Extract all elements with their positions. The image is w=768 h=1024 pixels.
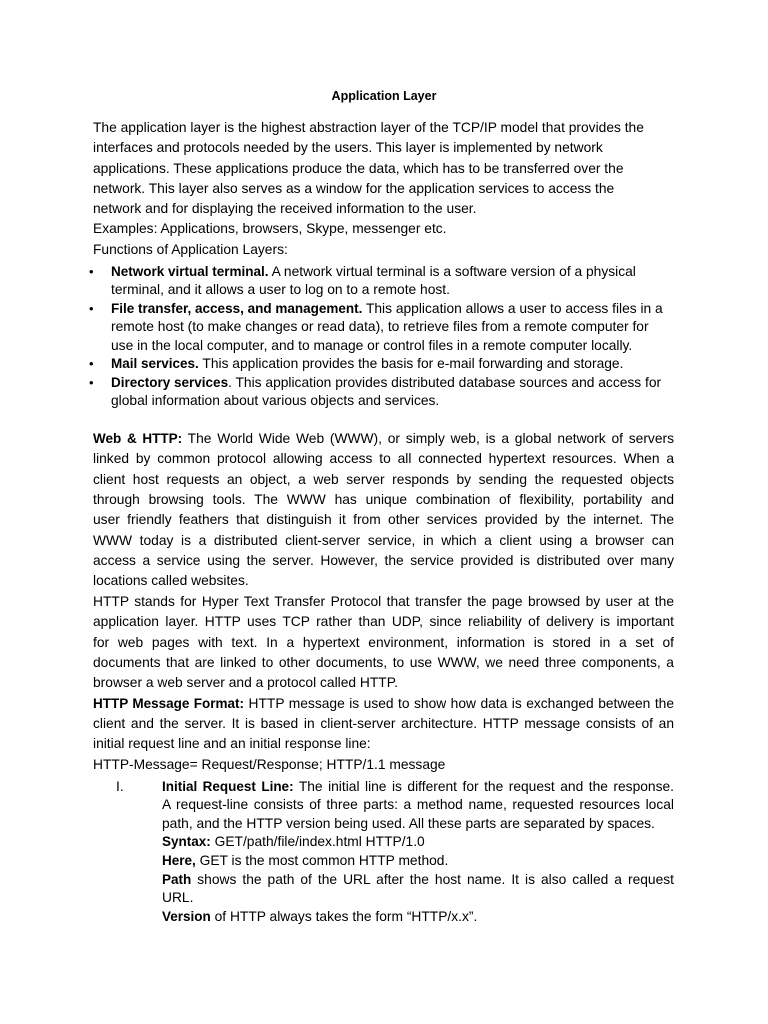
- roman-numeral: I.: [116, 778, 124, 794]
- paragraph-line: locations called websites.: [93, 573, 249, 589]
- version-lead: Version: [162, 908, 211, 924]
- request-line-item: [116, 778, 675, 927]
- paragraph-line: initial request line and an initial response line:: [93, 736, 371, 752]
- intro-line: applications. These applications produce the data, which has to be transferred over the: [93, 160, 624, 176]
- list-item-lead: Network virtual terminal.: [111, 263, 269, 279]
- list-item-line: global information about various objects and services.: [111, 393, 440, 409]
- list-item-text: . This application provides distributed database sources and access for: [228, 374, 662, 390]
- list-item-lead: Directory services: [111, 374, 229, 390]
- intro-line: interfaces and protocols needed by the users. This layer is implemented by network: [93, 140, 603, 156]
- version-line: [162, 908, 674, 927]
- list-item-text: This application provides the basis for e-mail forwarding and storage.: [198, 356, 624, 372]
- list-item-lead: Mail services.: [111, 356, 199, 372]
- syntax-line: [162, 833, 674, 852]
- list-item-mail-services: [111, 355, 691, 374]
- intro-line: network and for displaying the received information to the user.: [93, 201, 477, 217]
- examples-line: Examples: Applications, browsers, Skype, messenger etc.: [93, 221, 447, 237]
- paragraph-line: HTTP stands for Hyper Text Transfer Protocol that transfer the page browsed by user at the: [93, 593, 674, 609]
- list-item-line: [111, 300, 691, 319]
- functions-list: [111, 263, 691, 411]
- web-http-lead: Web & HTTP:: [93, 430, 183, 446]
- path-line: URL.: [162, 890, 194, 906]
- list-item-file-transfer: [111, 300, 691, 356]
- request-line-line: path, and the HTTP version being used. All these parts are separated by spaces.: [162, 815, 655, 831]
- web-http-paragraph: [93, 429, 674, 592]
- path-line: [162, 871, 674, 890]
- web-http-section: [93, 429, 674, 775]
- list-item-lead: File transfer, access, and management.: [111, 300, 363, 316]
- paragraph-line: user friendly feathers that distinguish it from other services provided by the internet. The: [93, 512, 674, 528]
- paragraph-text: The World Wide Web (WWW), or simply web, is a global network of servers: [182, 430, 674, 446]
- paragraph-line: through browsing tools. The WWW has unique combination of flexibility, portability and: [93, 491, 674, 507]
- intro-paragraph: [93, 118, 674, 260]
- paragraph-line: application layer. HTTP uses TCP rather than UDP, since reliability of delivery is important: [93, 614, 674, 630]
- version-text: of HTTP always takes the form “HTTP/x.x”.: [210, 908, 478, 924]
- paragraph-line: access a service using the server. However, the service provided is distributed over many: [93, 553, 674, 569]
- list-item-directory-services: [111, 374, 691, 411]
- paragraph-line: client and the server. It is based in client-server architecture. HTTP message consists of an: [93, 716, 674, 732]
- message-formula: HTTP-Message= Request/Response; HTTP/1.1 message: [93, 756, 446, 772]
- intro-line: network. This layer also serves as a window for the application services to access the: [93, 180, 615, 196]
- message-format-paragraph: [93, 694, 674, 776]
- paragraph-line: for web pages with text. In a hypertext environment, information is stored in a set of: [93, 634, 674, 650]
- paragraph-line: [93, 694, 674, 714]
- list-item-text: A network virtual terminal is a software version of a physical: [268, 263, 636, 279]
- here-text: GET is the most common HTTP method.: [195, 852, 449, 868]
- path-text: shows the path of the URL after the host name. It is also called a request: [191, 871, 674, 887]
- http-protocol-paragraph: [93, 592, 674, 694]
- list-item-line: terminal, and it allows a user to log on to a remote host.: [111, 282, 450, 298]
- syntax-text: GET/path/file/index.html HTTP/1.0: [210, 834, 425, 850]
- here-lead: Here,: [162, 852, 196, 868]
- message-format-lead: HTTP Message Format:: [93, 695, 245, 711]
- paragraph-line: documents that are linked to other documents, to use WWW, we need three components, a: [93, 654, 674, 670]
- functions-heading: Functions of Application Layers:: [93, 241, 288, 257]
- request-line-lead: Initial Request Line:: [162, 778, 294, 794]
- here-line: [162, 852, 674, 871]
- paragraph-line: [93, 429, 674, 449]
- list-item-line: [111, 355, 691, 374]
- request-line-text: The initial line is different for the request and the response.: [293, 778, 675, 794]
- request-line-line: A request-line consists of three parts: a method name, requested resources local: [162, 797, 674, 813]
- intro-line: The application layer is the highest abstraction layer of the TCP/IP model that provides the: [93, 120, 644, 135]
- paragraph-line: browser a web server and a protocol called HTTP.: [93, 675, 398, 691]
- request-line-line: [162, 778, 674, 797]
- page-title: Application Layer: [331, 89, 437, 103]
- syntax-lead: Syntax:: [162, 834, 211, 850]
- list-item-line: [111, 374, 691, 393]
- paragraph-text: HTTP message is used to show how data is exchanged between the: [244, 695, 674, 711]
- list-item-line: remote host (to make changes or read data), to retrieve files from a remote computer for: [111, 319, 649, 335]
- paragraph-line: WWW today is a distributed client-server service, in which a client using a browser can: [93, 532, 674, 548]
- path-lead: Path: [162, 871, 192, 887]
- list-item-text: This application allows a user to access files in a: [362, 300, 663, 316]
- paragraph-line: client host requests an object, a web server responds by sending the requested objects: [93, 471, 674, 487]
- list-item-network-virtual-terminal: [111, 263, 691, 300]
- list-item-line: [111, 263, 691, 282]
- list-item-line: use in the local computer, and to manage or control files in a remote computer locally.: [111, 337, 633, 353]
- paragraph-line: linked by common protocol allowing access to all connected hypertext resources. When a: [93, 451, 674, 467]
